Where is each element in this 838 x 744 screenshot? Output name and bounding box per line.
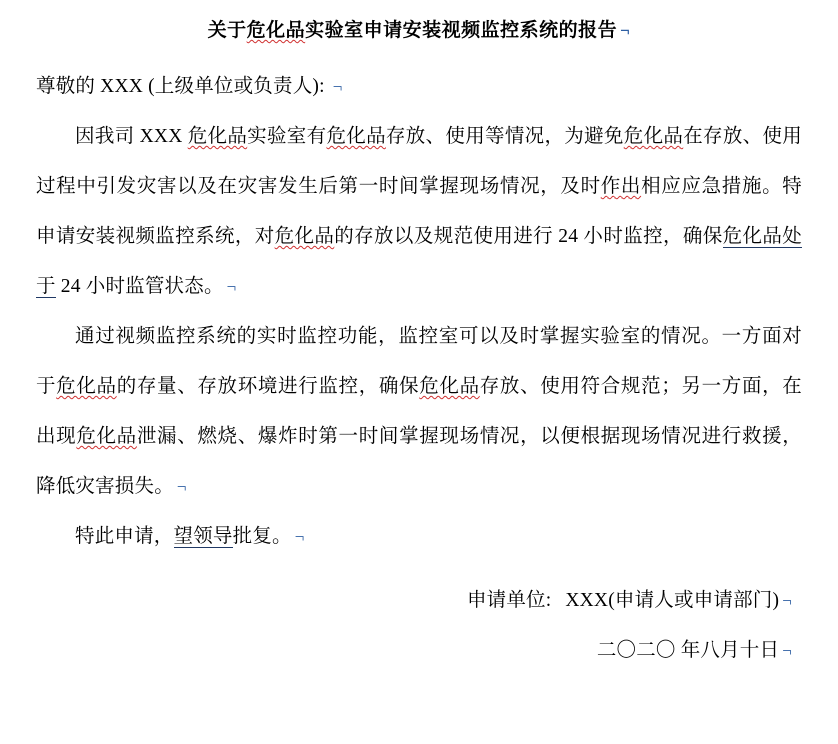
date-line (36, 626, 802, 676)
paragraph-mark-icon: ¬ (294, 527, 305, 546)
paragraph-mark-icon: ¬ (332, 77, 343, 96)
run-text: 在存放、使用过程中引发灾害以及在灾害发生后第一时间掌握现场情况，及时 (36, 126, 803, 197)
paragraph-mark-icon: ¬ (620, 21, 631, 40)
run-text: 批复。 (232, 526, 292, 547)
paragraph-mark-icon: ¬ (176, 477, 187, 496)
page-title (36, 14, 802, 48)
title-suffix: 实验室申请安装视频监控系统的报告 (305, 20, 618, 41)
run-spellcheck: 危化品 (274, 226, 335, 247)
run-spellcheck: 危化品 (419, 376, 480, 397)
salutation-text: 尊敬的 XXX (上级单位或负责人): (36, 76, 330, 97)
run-text: 实验室有 (247, 126, 327, 147)
title-prefix: 关于 (207, 20, 247, 41)
run-text: 泄漏、燃烧、爆炸时第一时间掌握现场情况，以便根据现场情况进行救援，降低灾害损失。 (36, 426, 802, 497)
title-marked-term: 危化品 (246, 20, 306, 41)
run-text: 存放、使用符合规范；另一方面，在出现 (36, 376, 802, 447)
body-paragraph-2 (36, 312, 802, 512)
signature-line (36, 576, 802, 626)
run-text: 通过视频监控系统的实时监控功能，监控室可以及时掌握实验室的情况。一方面对于 (36, 326, 802, 397)
run-spellcheck: 危化品 (623, 126, 684, 147)
run-text: 的存量、存放环境进行监控，确保 (116, 376, 420, 397)
paragraph-mark-icon: ¬ (782, 641, 792, 660)
body-paragraph-3 (36, 512, 802, 562)
run-spellcheck: 作出 (600, 176, 642, 197)
run-text: 因我司 XXX (75, 126, 188, 147)
signature-value: XXX(申请人或申请部门) (565, 590, 780, 611)
run-text: 相应应急措施。特申请安装视频监控系统，对 (36, 176, 802, 247)
run-text: 存放、使用等情况，为避免 (385, 126, 624, 147)
paragraph-mark-icon: ¬ (226, 277, 237, 296)
run-text: 24 小时监管状态。 (55, 276, 224, 297)
run-underlined: 危化品处于 (36, 226, 802, 297)
run-spellcheck: 危化品 (76, 426, 137, 447)
salutation-paragraph (36, 62, 802, 112)
run-underlined: 望领导 (173, 526, 233, 547)
date-value: 二〇二〇 年八月十日 (596, 640, 780, 661)
paragraph-mark-icon: ¬ (782, 591, 792, 610)
run-text: 的存放以及规范使用进行 24 小时监控，确保 (334, 226, 723, 247)
run-text: 特此申请， (75, 526, 174, 547)
run-spellcheck: 危化品 (326, 126, 386, 147)
signature-label: 申请单位: (466, 590, 552, 611)
body-paragraph-1 (36, 112, 802, 312)
run-spellcheck: 危化品 (187, 126, 248, 147)
run-spellcheck: 危化品 (56, 376, 117, 397)
signature-spacer (36, 562, 802, 576)
